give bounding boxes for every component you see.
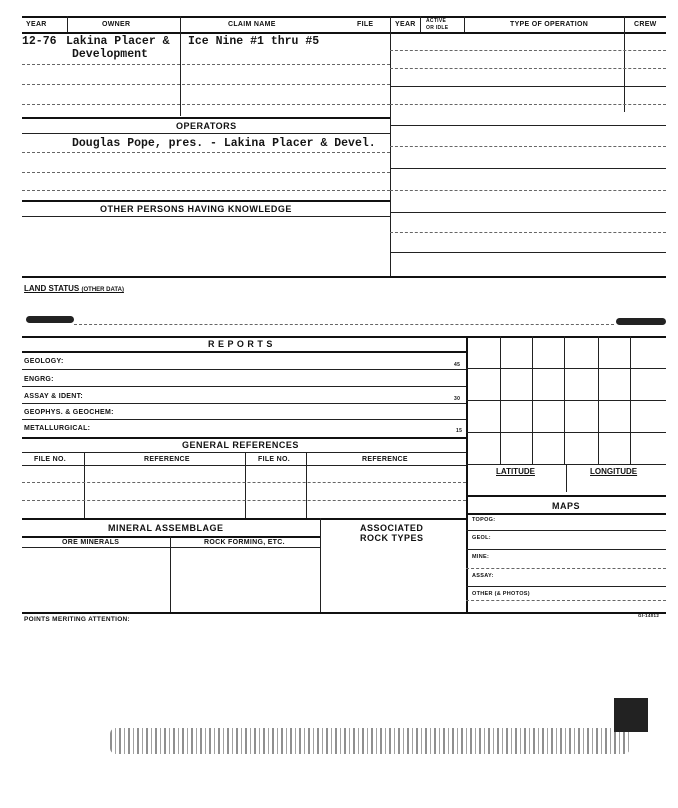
maps-mine: MINE: (472, 554, 490, 560)
row-line (22, 403, 466, 404)
row-line (22, 152, 390, 153)
row-line (390, 50, 666, 51)
header-type-of-operation: TYPE OF OPERATION (510, 21, 589, 28)
row-line (466, 530, 666, 531)
reports-title: R E P O R T S (208, 339, 273, 349)
mineral-assemblage-title: MINERAL ASSEMBLAGE (108, 523, 224, 533)
reports-right-divider (466, 336, 468, 612)
lat-long-divider (566, 464, 567, 492)
divider (245, 452, 246, 518)
row-line (22, 84, 390, 85)
row-line (22, 547, 320, 548)
entry-claim-name: Ice Nine #1 thru #5 (188, 35, 320, 48)
header-file: FILE (357, 21, 374, 28)
report-engrg: ENGRG: (24, 376, 54, 383)
general-references-header-line (22, 452, 466, 453)
land-status-title: LAND STATUS (24, 284, 80, 293)
operator-line: Douglas Pope, pres. - Lakina Placer & Devel. (72, 137, 376, 150)
entry-year: 12-76 (22, 35, 57, 48)
report-geology-number: 45 (454, 362, 461, 368)
owner-claim-divider (180, 16, 181, 116)
row-line (22, 465, 466, 466)
row-line (466, 568, 666, 569)
other-persons-top-border (22, 200, 390, 202)
points-meriting-attention: POINTS MERITING ATTENTION: (24, 616, 131, 623)
divider (464, 16, 465, 32)
report-assay-number: 30 (454, 396, 461, 402)
row-line (390, 86, 666, 87)
ink-smear (616, 318, 666, 325)
row-line (22, 482, 466, 483)
header-year: YEAR (26, 21, 47, 28)
divider (306, 452, 307, 518)
row-line (390, 190, 666, 191)
general-references-title: GENERAL REFERENCES (182, 440, 299, 450)
operators-header-line (22, 133, 390, 134)
header-claim-name: CLAIM NAME (228, 21, 276, 28)
row-line (390, 168, 666, 169)
associated-divider (320, 518, 321, 612)
reports-top-border (22, 336, 666, 338)
ref-reference: REFERENCE (144, 456, 190, 463)
row-line (466, 600, 666, 601)
report-metallurgical: METALLURGICAL: (24, 425, 91, 432)
row-line (466, 586, 666, 587)
ref-file-no: FILE NO. (34, 456, 66, 463)
crew-divider (624, 16, 625, 112)
operators-title: OPERATORS (176, 121, 237, 131)
row-line (390, 125, 666, 126)
other-persons-title: OTHER PERSONS HAVING KNOWLEDGE (100, 204, 292, 214)
report-geophys: GEOPHYS. & GEOCHEM: (24, 409, 114, 416)
maps-assay: ASSAY: (472, 573, 494, 579)
header-or-idle: OR IDLE (426, 25, 449, 31)
ink-block (614, 698, 648, 732)
row-line (22, 369, 466, 370)
associated-line1: ASSOCIATED (360, 523, 424, 533)
entry-owner-line2: Development (72, 48, 148, 61)
mineral-top-border (22, 518, 466, 520)
land-status-top-border (22, 276, 666, 278)
maps-geol: GEOL: (472, 535, 491, 541)
associated-line2: ROCK TYPES (360, 533, 424, 543)
row-line (22, 64, 390, 65)
grid-line (466, 368, 666, 369)
header-owner: OWNER (102, 21, 131, 28)
scan-noise (110, 728, 630, 754)
entry-owner-line1: Lakina Placer & (66, 35, 170, 48)
land-status-line (74, 324, 614, 325)
header-bottom-border (22, 32, 666, 34)
row-line (390, 212, 666, 213)
top-border (22, 16, 666, 18)
ref-file-no-2: FILE NO. (258, 456, 290, 463)
operators-top-border (22, 117, 390, 119)
header-active: ACTIVE (426, 18, 447, 24)
divider (420, 16, 421, 32)
report-geology: GEOLOGY: (24, 358, 64, 365)
header-crew: CREW (634, 21, 657, 28)
row-line (22, 500, 466, 501)
header-year-2: YEAR (395, 21, 416, 28)
reports-header-line (22, 351, 466, 353)
maps-other: OTHER (& PHOTOS) (472, 591, 530, 597)
form-number: GI-14012 (638, 613, 660, 618)
points-top-border (22, 612, 666, 614)
maps-title: MAPS (552, 501, 581, 511)
report-assay: ASSAY & IDENT: (24, 393, 84, 400)
row-line (22, 172, 390, 173)
maps-topog: TOPOG: (472, 517, 496, 523)
row-line (22, 190, 390, 191)
row-line (390, 232, 666, 233)
row-line (22, 104, 390, 105)
divider (67, 16, 68, 32)
row-line (390, 146, 666, 147)
longitude-label: LONGITUDE (590, 467, 638, 476)
land-status-subtitle: (OTHER DATA) (81, 287, 124, 293)
row-line (390, 104, 666, 105)
row-line (22, 386, 466, 387)
mineral-header-line (22, 536, 320, 538)
row-line (390, 252, 666, 253)
grid-line (466, 432, 666, 433)
maps-top-border (466, 495, 666, 497)
other-persons-header-line (22, 216, 390, 217)
land-status-heading (24, 284, 124, 293)
divider (170, 536, 171, 612)
ref-reference-2: REFERENCE (362, 456, 408, 463)
ink-smear (26, 316, 74, 323)
ore-minerals: ORE MINERALS (62, 539, 120, 546)
row-line (22, 419, 466, 420)
divider (84, 452, 85, 518)
row-line (466, 549, 666, 550)
maps-header-line (466, 513, 666, 515)
rock-forming: ROCK FORMING, ETC. (204, 539, 285, 546)
grid-line (466, 400, 666, 401)
latitude-label: LATITUDE (496, 467, 535, 476)
row-line (390, 68, 666, 69)
general-references-top-border (22, 437, 466, 439)
report-metallurgical-number: 15 (456, 428, 463, 434)
